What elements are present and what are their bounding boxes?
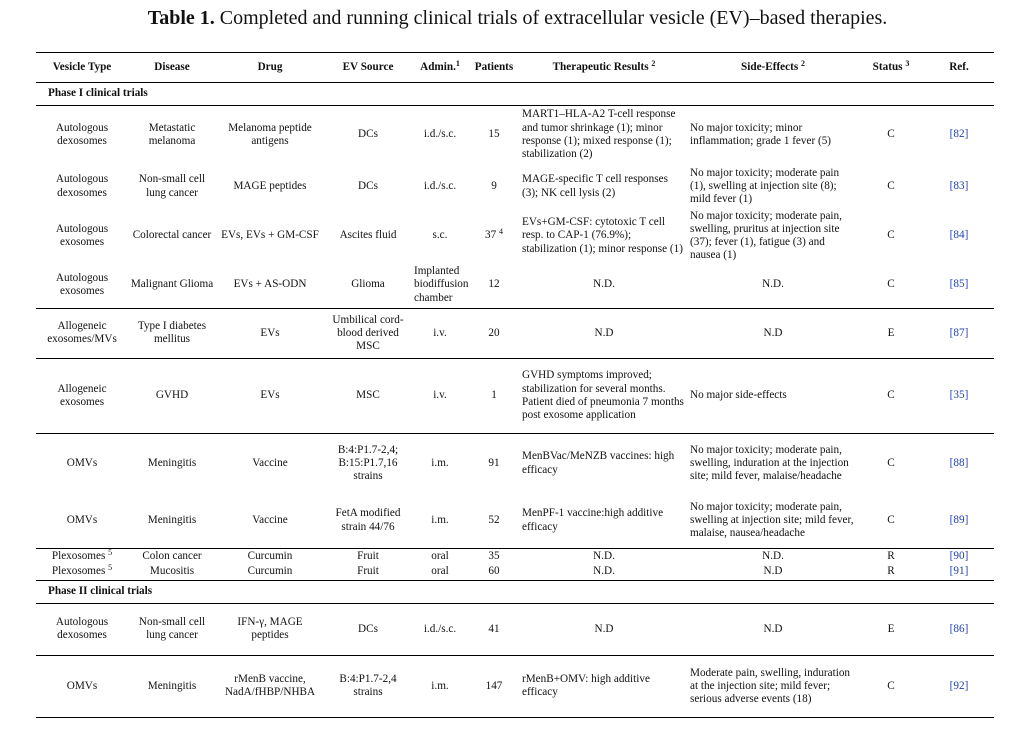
cell-ev-source: DCs [358, 128, 378, 141]
cell-vesicle-type: Autologous dexosomes [55, 121, 109, 147]
reference-link[interactable]: [90] [949, 549, 969, 562]
cell-admin: i.d./s.c. [412, 603, 468, 655]
header-row [36, 53, 994, 83]
cell-ev-source: MSC [324, 358, 412, 433]
cell-disease: Type I diabetes mellitus [128, 308, 216, 358]
cell-results: rMenB+OMV: high additive efficacy [520, 655, 688, 717]
cell-results: N.D [520, 603, 688, 655]
cell-patients: 60 [468, 564, 520, 580]
cell-drug: Melanoma peptide antigens [228, 121, 312, 147]
cell-disease: Malignant Glioma [128, 262, 216, 308]
cell-status: C [887, 456, 895, 469]
table-row [36, 106, 994, 164]
cell-admin: s.c. [432, 229, 448, 242]
cell-status: C [858, 358, 924, 433]
cell-side-effects: No major toxicity; moderate pain (1), swelling at injection site (8); mild fever (1) [690, 166, 840, 206]
header-ref: Ref. [949, 60, 969, 73]
cell-results: MenPF-1 vaccine:high additive efficacy [520, 493, 688, 548]
cell-disease: Non-small cell lung cancer [128, 603, 216, 655]
cell-drug: Vaccine [216, 493, 324, 548]
header-patients: Patients [474, 60, 514, 73]
cell-side-effects: N.D [688, 564, 858, 580]
cell-drug: IFN-γ, MAGE peptides [216, 603, 324, 655]
cell-vesicle-type: Plexosomes $^5$ [36, 564, 128, 580]
reference-link[interactable]: [92] [924, 655, 994, 717]
cell-results: N.D. [520, 564, 688, 580]
table-row [36, 210, 994, 263]
table-container [36, 52, 994, 718]
cell-vesicle-type: OMVs [36, 493, 128, 548]
cell-side-effects: No major side-effects [688, 358, 858, 433]
cell-admin: i.v. [412, 308, 468, 358]
cell-side-effects: No major toxicity; minor inflammation; grade 1 fever (5) [690, 121, 832, 147]
cell-side-effects: N.D [688, 308, 858, 358]
cell-drug: rMenB vaccine, NadA/fHBP/NHBA [216, 655, 324, 717]
cell-side-effects: No major toxicity; moderate pain, swelling, induration at the injection site; mild fever, malaise/headache [690, 443, 849, 483]
cell-ev-source: B:4:P1.7-2,4 strains [324, 655, 412, 717]
cell-disease: Meningitis [147, 456, 197, 469]
table-row [36, 433, 994, 493]
cell-patients: 1 [468, 358, 520, 433]
cell-status: E [858, 308, 924, 358]
cell-disease: GVHD [128, 358, 216, 433]
reference-link[interactable]: [85] [924, 262, 994, 308]
cell-admin: i.m. [412, 493, 468, 548]
cell-disease: Meningitis [128, 493, 216, 548]
cell-vesicle-type: OMVs [36, 655, 128, 717]
cell-results: MAGE-specific T cell responses (3); NK cell lysis (2) [522, 173, 668, 199]
cell-admin: oral [431, 549, 449, 562]
table-row [36, 548, 994, 564]
cell-patients: 12 [468, 262, 520, 308]
cell-ev-source: DCs [358, 179, 378, 192]
reference-link[interactable]: [88] [949, 456, 969, 469]
cell-patients: 15 [488, 128, 500, 141]
table-row [36, 164, 994, 210]
cell-admin: i.m. [431, 456, 449, 469]
table-row [36, 493, 994, 548]
cell-disease: Non-small cell lung cancer [138, 173, 206, 199]
cell-patients: 35 [488, 549, 500, 562]
cell-drug: EVs [216, 308, 324, 358]
cell-vesicle-type: Autologous exosomes [36, 262, 128, 308]
table-row [36, 603, 994, 655]
cell-disease: Meningitis [128, 655, 216, 717]
cell-side-effects: No major toxicity; moderate pain, swelling at injection site; mild fever, malaise, nausea/headache [688, 493, 858, 548]
reference-link[interactable]: [86] [924, 603, 994, 655]
cell-admin: oral [412, 564, 468, 580]
reference-link[interactable]: [89] [924, 493, 994, 548]
table-row [36, 564, 994, 580]
cell-status: C [887, 179, 895, 192]
cell-ev-source: B:4:P1.7-2,4; B:15:P1.7,16 strains [337, 443, 399, 483]
cell-results: EVs+GM-CSF: cytotoxic T cell resp. to CAP-1 (76.9%); stabilization (1); minor response (1) [522, 216, 683, 255]
table-row [36, 262, 994, 308]
cell-side-effects: N.D. [688, 262, 858, 308]
reference-link[interactable]: [83] [949, 179, 969, 192]
cell-disease: Mucositis [128, 564, 216, 580]
cell-vesicle-type: Allogeneic exosomes [36, 358, 128, 433]
cell-vesicle-type: Autologous exosomes [55, 222, 109, 248]
cell-ev-source: Fruit [324, 564, 412, 580]
cell-status: C [887, 128, 895, 141]
cell-vesicle-type: Allogeneic exosomes/MVs [36, 308, 128, 358]
cell-side-effects: N.D [688, 603, 858, 655]
cell-drug: EVs [216, 358, 324, 433]
cell-ev-source: FetA modified strain 44/76 [324, 493, 412, 548]
cell-status: R [858, 564, 924, 580]
header-drug: Drug [257, 60, 283, 73]
cell-patients: 41 [468, 603, 520, 655]
cell-admin: i.d./s.c. [423, 179, 457, 192]
cell-disease: Colon cancer [142, 549, 202, 562]
cell-patients: 52 [468, 493, 520, 548]
cell-status: E [858, 603, 924, 655]
cell-drug: Vaccine [252, 456, 288, 469]
section-title-phase2: Phase II clinical trials [36, 580, 994, 603]
table-row [36, 358, 994, 433]
cell-patients: 91 [488, 456, 500, 469]
cell-side-effects: No major toxicity; moderate pain, swelling, pruritus at injection site (37); fever (1), fatigue (3) and nausea (1) [690, 209, 842, 262]
header-admin: Admin.$^1$ [420, 58, 460, 73]
cell-drug: EVs + AS-ODN [216, 262, 324, 308]
cell-drug: EVs, EVs + GM-CSF [221, 229, 319, 242]
cell-vesicle-type: Autologous dexosomes [36, 603, 128, 655]
section-row-phase1 [36, 83, 994, 106]
cell-admin: i.v. [412, 358, 468, 433]
cell-vesicle-type: Plexosomes $^5$ [51, 547, 113, 562]
header-side-effects: Side-Effects $^2$ [741, 58, 805, 73]
cell-results: GVHD symptoms improved; stabilization for several months. Patient died of pneumonia 7 months post exosome application [520, 358, 688, 433]
cell-admin: Implanted biodiffusion chamber [412, 262, 468, 308]
cell-admin: i.m. [412, 655, 468, 717]
reference-link[interactable]: [91] [924, 564, 994, 580]
cell-side-effects: N.D. [762, 549, 784, 562]
cell-results: MART1–HLA-A2 T-cell response and tumor shrinkage (1); minor response (1); mixed response (1); stabilization (2) [522, 108, 676, 160]
caption-text: Completed and running clinical trials of extracellular vesicle (EV)–based therapies. [219, 7, 888, 29]
clinical-trials-table [36, 52, 994, 718]
cell-results: N.D [520, 308, 688, 358]
section-row-phase2 [36, 580, 994, 603]
cell-admin: i.d./s.c. [423, 128, 457, 141]
cell-status: C [858, 655, 924, 717]
cell-vesicle-type: OMVs [66, 456, 98, 469]
header-disease: Disease [154, 60, 190, 73]
cell-results: N.D. [520, 262, 688, 308]
section-title-phase1: Phase I clinical trials [36, 83, 994, 106]
cell-ev-source: Ascites fluid [339, 229, 397, 242]
cell-ev-source: Glioma [324, 262, 412, 308]
reference-link[interactable]: [35] [924, 358, 994, 433]
cell-patients: 147 [468, 655, 520, 717]
cell-drug: MAGE peptides [233, 179, 307, 192]
table-row [36, 655, 994, 717]
cell-results: N.D. [593, 549, 615, 562]
cell-status: R [887, 549, 895, 562]
cell-patients: 37 $^4$ [485, 227, 503, 242]
cell-disease: Colorectal cancer [132, 229, 212, 242]
reference-link[interactable]: [82] [949, 128, 969, 141]
cell-status: C [887, 229, 895, 242]
header-results: Therapeutic Results $^2$ [552, 58, 656, 73]
cell-drug: Curcumin [247, 549, 293, 562]
cell-patients: 20 [468, 308, 520, 358]
cell-ev-source: DCs [324, 603, 412, 655]
cell-disease: Metastatic melanoma [148, 121, 196, 147]
reference-link[interactable]: [87] [924, 308, 994, 358]
cell-status: C [858, 262, 924, 308]
cell-vesicle-type: Autologous dexosomes [55, 173, 109, 199]
cell-ev-source: Fruit [357, 549, 379, 562]
cell-side-effects: Moderate pain, swelling, induration at the injection site; mild fever; serious adverse events (18) [688, 655, 858, 717]
header-vesicle-type: Vesicle Type [52, 60, 112, 73]
table-label: Table 1. [147, 7, 215, 29]
header-ev-source: EV Source [342, 60, 394, 73]
cell-drug: Curcumin [216, 564, 324, 580]
table-row [36, 308, 994, 358]
cell-results: MenBVac/MeNZB vaccines: high efficacy [522, 450, 675, 476]
table-caption [0, 6, 1035, 30]
cell-status: C [858, 493, 924, 548]
cell-ev-source: Umbilical cord-blood derived MSC [324, 308, 412, 358]
reference-link[interactable]: [84] [949, 229, 969, 242]
header-status: Status $^3$ [872, 58, 910, 73]
cell-patients: 9 [491, 179, 497, 192]
